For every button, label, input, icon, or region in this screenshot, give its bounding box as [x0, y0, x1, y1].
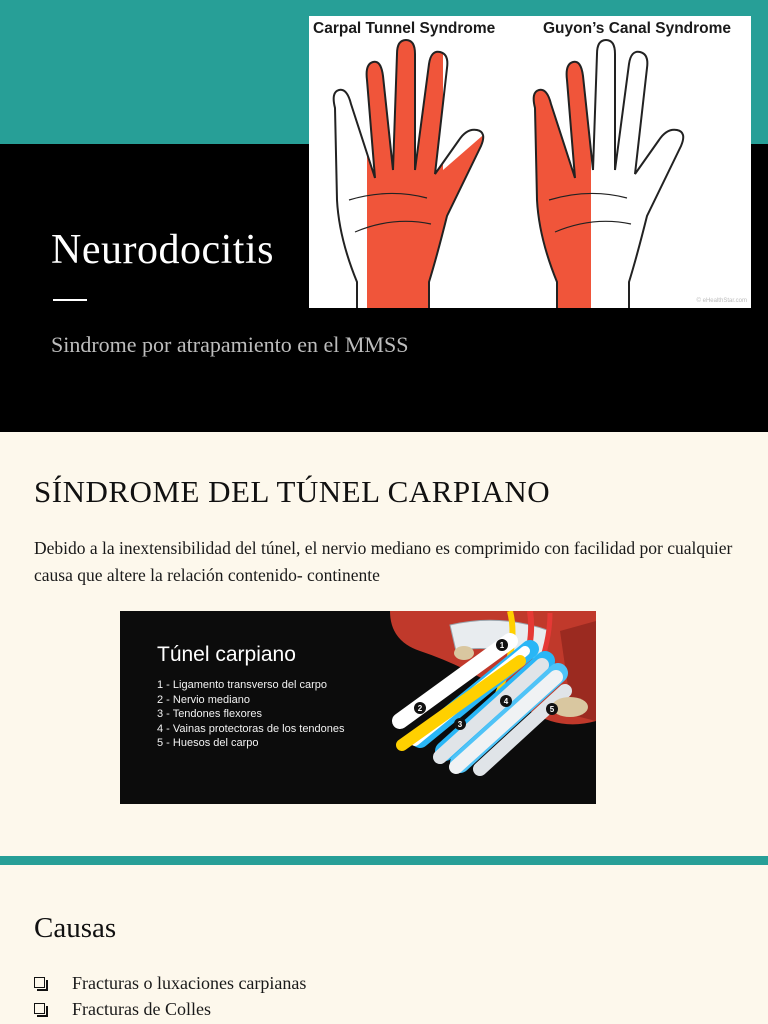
marker-1: 1 [499, 641, 505, 650]
carpal-tunnel-label: Carpal Tunnel Syndrome [313, 20, 496, 37]
figure-title: Túnel carpiano [157, 643, 296, 666]
marker-2: 2 [417, 704, 423, 713]
guyons-canal-label: Guyon’s Canal Syndrome [543, 20, 732, 37]
causes-list [34, 970, 306, 1022]
legend-item: 3 - Tendones flexores [157, 708, 262, 720]
title-slide [0, 0, 768, 432]
causes-heading: Causas [34, 912, 117, 944]
slide-divider [0, 856, 768, 865]
carpal-tunnel-hand [334, 20, 547, 308]
image-watermark: © eHealthStar.com [696, 298, 747, 304]
legend-item: 2 - Nervio mediano [157, 693, 250, 706]
legend-item: 4 - Vainas protectoras de los tendones [157, 722, 345, 735]
list-item [34, 970, 306, 996]
legend-item: 1 - Ligamento transverso del carpo [157, 679, 327, 691]
causes-slide [0, 865, 768, 1024]
checkbox-bullet-icon [34, 1003, 45, 1014]
carpal-tunnel-figure [120, 611, 596, 804]
list-item-text: Fracturas o luxaciones carpianas [72, 973, 307, 993]
title-divider [53, 299, 87, 301]
list-item [34, 996, 306, 1022]
carpal-tunnel-slide [0, 432, 768, 856]
tunnel-illustration [360, 611, 596, 804]
legend-item: 5 - Huesos del carpo [157, 737, 259, 749]
marker-3: 3 [457, 720, 463, 729]
marker-4: 4 [503, 697, 509, 706]
figure-legend [157, 678, 345, 751]
slide-body-text: Debido a la inextensibilidad del túnel, el nervio mediano es comprimido con facilidad por cualquier causa que altere la relación contenido- continente [34, 538, 733, 585]
guyons-canal-hand [529, 20, 683, 308]
checkbox-bullet-icon [34, 977, 45, 988]
hands-syndrome-image [309, 16, 751, 308]
presentation-title: Neurodocitis [51, 227, 274, 273]
list-item-text: Fracturas de Colles [72, 999, 211, 1019]
slide-heading: SÍNDROME DEL TÚNEL CARPIANO [34, 474, 551, 509]
marker-5: 5 [549, 705, 555, 714]
presentation-subtitle: Sindrome por atrapamiento en el MMSS [51, 332, 409, 357]
